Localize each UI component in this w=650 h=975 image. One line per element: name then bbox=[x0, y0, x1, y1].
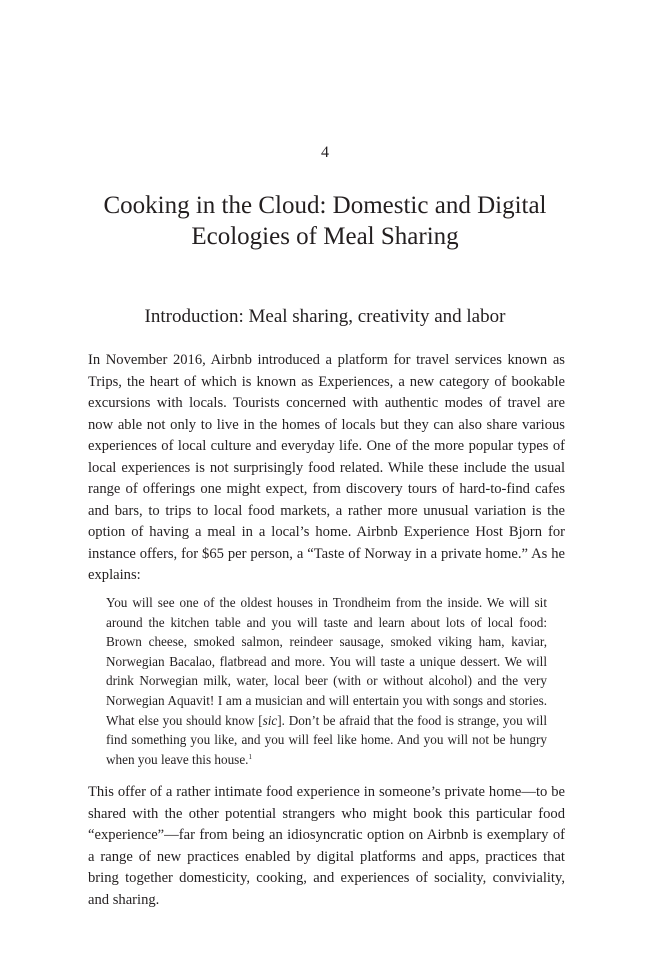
body-paragraph-intro: In November 2016, Airbnb introduced a platform for travel services known as Trips, the heart of which is known as Experiences, a new category of bookable excursions with locals. Tourists concerned with authentic modes of travel are now able not only to live in the homes of locals but they can also share various experiences of local culture and everyday life. One of the more popular types of local experiences is not surprisingly food related. While these include the usual range of offerings one might expect, from discovery tours of hard-to-find cafes and bars, to trips to local food markets, a rather more unusual variation is the option of having a meal in a local’s home. Airbnb Experience Host Bjorn for instance offers, for $65 per person, a “Taste of Norway in a private home.” As he explains: bbox=[88, 352, 565, 583]
section-heading: Introduction: Meal sharing, creativity and labor bbox=[144, 306, 506, 327]
quote-sic: sic bbox=[262, 712, 278, 728]
block-quote bbox=[106, 593, 547, 769]
body-paragraph-continuation: This offer of a rather intimate food experience in someone’s private home—to be shared with the other potential strangers who might book this particular food “experience”—far from being an idiosyncratic option on Airbnb is exemplary of a range of new practices enabled by digital platforms and apps, practices that bring together domesticity, cooking, and experiences of sociality, conviviality, and sharing. bbox=[88, 784, 565, 908]
chapter-title-line-1: Cooking in the Cloud: Domestic and Digital bbox=[103, 192, 547, 219]
chapter-title bbox=[60, 190, 590, 252]
footnote-marker[interactable]: 1 bbox=[248, 752, 252, 761]
chapter-title-line-2: Ecologies of Meal Sharing bbox=[191, 223, 459, 250]
quote-text: You will see one of the oldest houses in Trondheim from the inside. We will sit around the kitchen table and you will taste and learn about lots of local food: Brown cheese, smoked salmon, reindeer sausage, smoked viking ham, kaviar, Norwegian Bacalao, flatbread and more. You will taste a unique dessert. We will drink Norwegian milk, water, local beer (with or without alcohol) and the very Norwegian Aquavit! I am a musician and will entertain you with songs and stories. What else you should know [ bbox=[106, 595, 547, 728]
chapter-number: 4 bbox=[321, 144, 329, 161]
quote-text-end: ]. Don’t be afraid that the food is strange, you will find something you like, and you will feel like home. And you will not be hungry when you leave this house. bbox=[106, 712, 547, 767]
